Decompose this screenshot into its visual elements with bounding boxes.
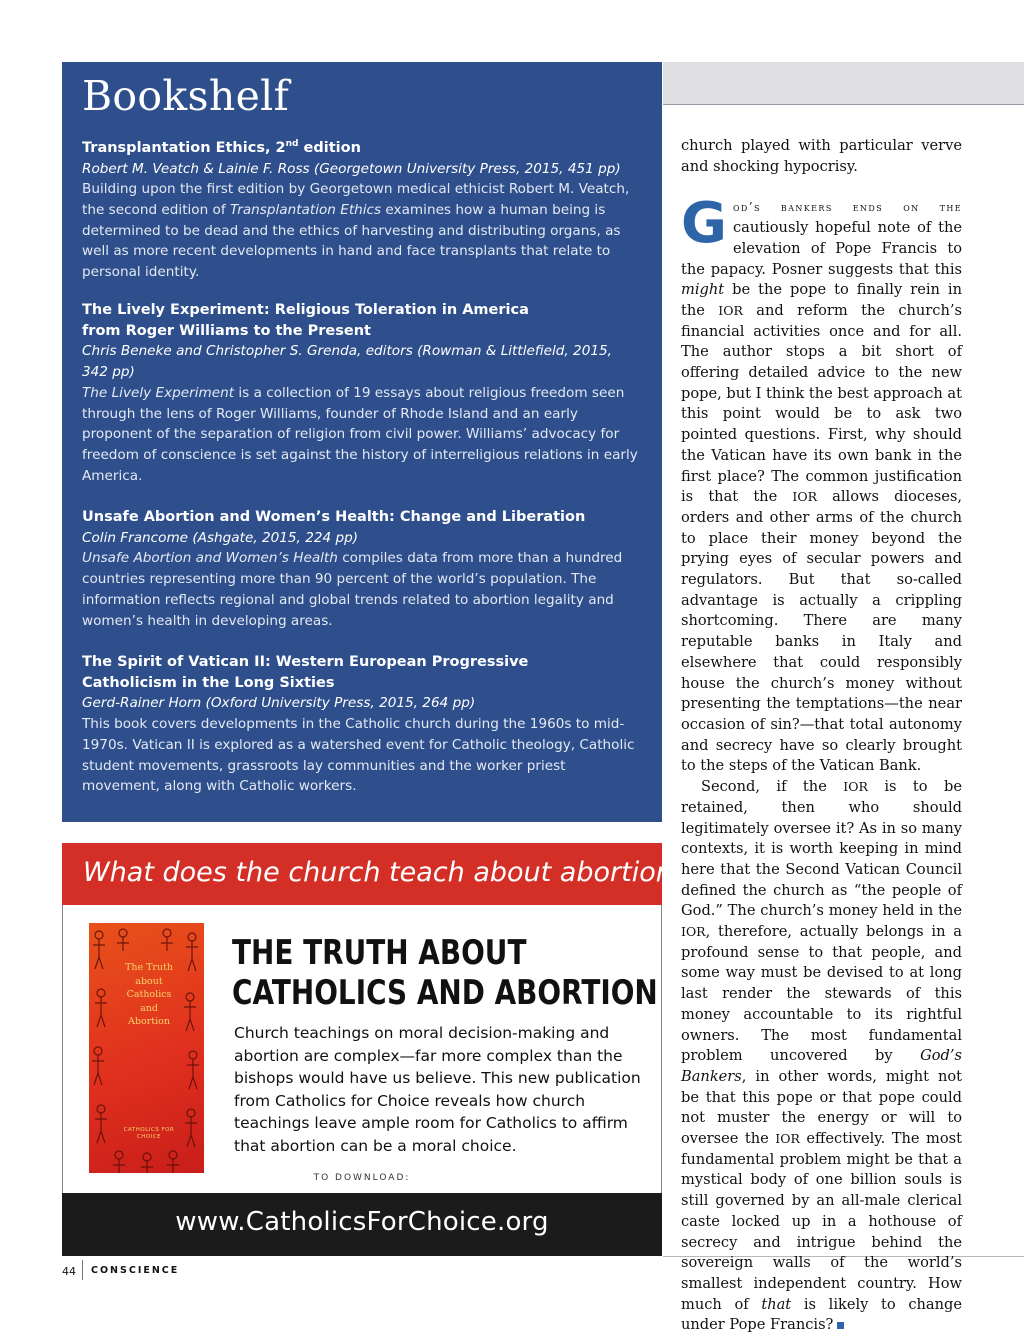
drop-cap: G — [681, 191, 727, 257]
bookshelf-title: Bookshelf — [82, 72, 290, 120]
bookshelf-panel — [62, 62, 662, 822]
article-column — [681, 136, 962, 1336]
article-paragraph: church played with particular verve and shocking hypocrisy. — [681, 137, 962, 175]
book-title: Unsafe Abortion and Women’s Health: Change and Liberation — [82, 509, 586, 525]
book-description: The Lively Experiment is a collection of 19 essays about religious freedom seen through the lens of Roger Williams, founder of Rhode Island and an early proponent of the separation of religion from civil power. Williams’ advocacy for freedom of conscience is set against the history of interreligious relations in early America. — [82, 384, 638, 484]
cover-title: The Truth about Catholics and Abortion — [124, 962, 174, 1027]
website-link[interactable]: www.CatholicsForChoice.org — [175, 1207, 549, 1237]
book-cover-image — [89, 923, 204, 1173]
book-authors: Gerd-Rainer Horn (Oxford University Press, 2015, 264 pp) — [82, 695, 476, 712]
book-entry — [82, 507, 642, 631]
ad-blurb: Church teachings on moral decision-making and abortion are complex—far more complex than the bishops would have us believe. This new publication from Catholics for Choice reveals how church teachings leave ample room for Catholics to affirm that abortion can be a moral choice. — [234, 1024, 641, 1155]
article-paragraph: Second, if the IOR is to be retained, then who should legitimately oversee it? As in so many contexts, it is worth keeping in mind here that the Second Vatican Council defined the church as “the people of God.” The church’s money held in the IOR, therefore, actually belongs in a profound sense to that people, and some way must be devised to at long last render the stewards of this money accountable to its rightful owners. The most fundamental problem uncovered by God’s Bankers, in other words, might not be that this pope or that pope could not muster the energy or will to oversee the IOR effectively. The most fundamental problem might be that a mystical body of one billion souls is still governed by an all-male clerical caste locked up in a hothouse of secrecy and intrigue behind the sovereign walls of the world’s smallest independent country. How much of that is likely to change under Pope Francis? — [681, 778, 963, 1334]
cover-publisher: CATHOLICS FOR CHOICE — [123, 1127, 175, 1140]
book-title: The Spirit of Vatican II: Western European Progressive Catholicism in the Long Sixties — [82, 654, 529, 691]
ad-url-bar — [62, 1193, 662, 1256]
ad-header — [62, 843, 688, 905]
header-band — [663, 62, 1024, 104]
book-entry — [82, 134, 642, 283]
book-title: Transplantation Ethics, 2nd edition — [82, 139, 361, 156]
book-description: Building upon the first edition by Georgetown medical ethicist Robert M. Veatch, the second edition of Transplantation Ethics examines how a human being is determined to be dead and the ethics of harvesting and distributing organs, as well as more recent developments in hand and face transplants that relate to personal identity. — [82, 181, 630, 281]
book-description: This book covers developments in the Catholic church during the 1960s to mid-1970s. Vatican II is explored as a watershed event for Catholic theology, Catholic student movements, grassroots lay communities and the worker priest movement, along with Catholic workers. — [82, 716, 635, 795]
end-mark-icon — [837, 1322, 844, 1329]
book-description: Unsafe Abortion and Women’s Health compiles data from more than a hundred countries representing more than 90 percent of the world’s population. The information reflects regional and global trends related to abortion legality and women’s health in developing areas. — [82, 550, 623, 629]
book-authors: Colin Francome (Ashgate, 2015, 224 pp) — [82, 529, 359, 546]
article-paragraph: God’s bankers ends on the cautiously hopeful note of the elevation of Pope Francis to the papacy. Posner suggests that this might be the pope to finally rein in the IOR and reform the church’s financial activities once and for all. The author stops a bit short of offering detailed advice to the new pope, but I think the best approach at this point would be to ask two pointed questions. First, why should the Vatican have its own bank in the first place? The common justification is that the IOR allows dioceses, orders and other arms of the church to place their money beyond the prying eyes of secular powers and regulators. But that so-called advantage is actually a crippling shortcoming. There are many reputable banks in Italy and elsewhere that could responsibly house the church’s money without presenting the temptations—the near occasion of sin?—that total autonomy and secrecy have so clearly brought to the steps of the Vatican Bank. — [681, 191, 962, 775]
header-rule — [663, 104, 1024, 105]
ad-headline: THE TRUTH ABOUT CATHOLICS AND ABORTION — [232, 933, 658, 1013]
book-authors: Chris Beneke and Christopher S. Grenda, editors (Rowman & Littlefield, 2015, 342 pp) — [82, 343, 612, 381]
folio-divider — [82, 1260, 83, 1280]
book-entry — [82, 652, 642, 797]
page-number: 44 — [62, 1265, 76, 1278]
book-entry — [82, 300, 642, 486]
book-authors: Robert M. Veatch & Lainie F. Ross (Georgetown University Press, 2015, 451 pp) — [82, 160, 621, 177]
download-label: TO DOWNLOAD: — [313, 1173, 411, 1183]
ad-header-text: What does the church teach about abortion? — [83, 857, 688, 888]
book-title: The Lively Experiment: Religious Toleration in America from Roger Williams to the Present — [82, 302, 529, 339]
magazine-name: CONSCIENCE — [91, 1265, 180, 1276]
